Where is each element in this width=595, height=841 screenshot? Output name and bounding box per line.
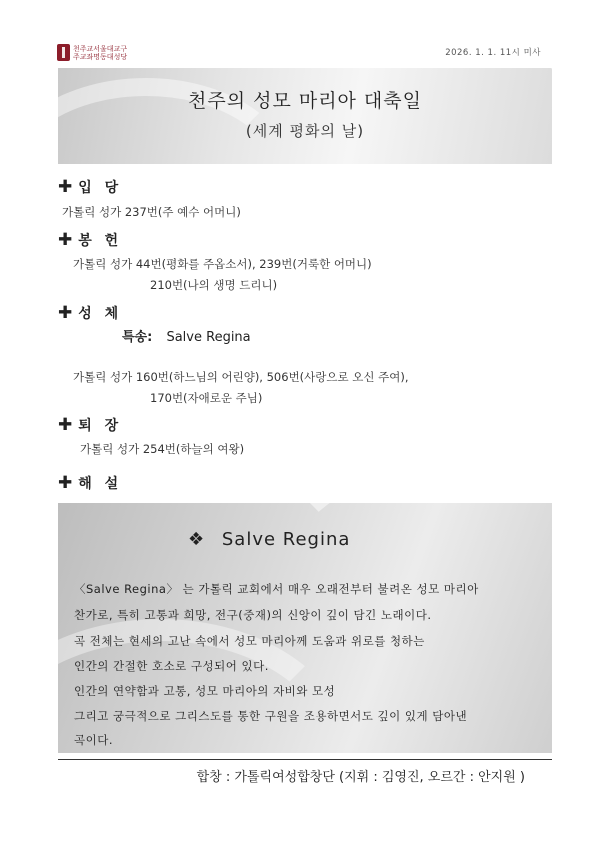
commentary-box	[58, 503, 552, 753]
section-communion-heading	[58, 303, 122, 323]
parish-logo	[57, 43, 137, 62]
cathedral-logo-icon	[57, 44, 70, 61]
diamond-icon: ❖	[188, 529, 206, 550]
plus-icon: ✚	[58, 230, 73, 250]
section-heading-label: 입 당	[78, 180, 123, 196]
entrance-hymn: 가톨릭 성가 237번(주 예수 어머니)	[62, 205, 241, 219]
plus-icon: ✚	[58, 473, 73, 493]
offertory-hymn-line2: 210번(나의 생명 드리니)	[150, 278, 278, 292]
commentary-line: 〈Salve Regina〉 는 가톨릭 교회에서 매우 오래전부터 불려온 성모 마리아	[74, 582, 479, 596]
plus-icon: ✚	[58, 177, 73, 197]
special-song	[122, 326, 251, 345]
section-heading-label: 퇴 장	[78, 418, 123, 434]
commentary-line: 그리고 궁극적으로 그리스도를 통한 구원을 조용하면서도 깊이 있게 담아낸	[74, 709, 468, 723]
communion-hymn-line1: 가톨릭 성가 160번(하느님의 어린양), 506번(사랑으로 오신 주여),	[73, 370, 409, 384]
choir-credit: 합창 : 가톨릭여성합창단 (지휘 : 김영진, 오르간 : 안지원 )	[196, 770, 525, 785]
commentary-line: 인간의 연약함과 고통, 성모 마리아의 자비와 모성	[74, 684, 336, 698]
section-heading-label: 해 설	[78, 476, 123, 492]
org-line1: 천주교서울대교구	[73, 44, 128, 53]
commentary-line: 곡이다.	[74, 733, 113, 747]
section-commentary-heading	[58, 473, 122, 493]
page-subtitle: (세계 평화의 날)	[245, 122, 365, 140]
parish-name	[73, 45, 127, 61]
plus-icon: ✚	[58, 415, 73, 435]
special-song-title: Salve Regina	[166, 330, 251, 345]
section-offertory-heading	[58, 230, 122, 250]
title-banner	[58, 68, 552, 164]
commentary-line: 찬가로, 특히 고통과 희망, 전구(중재)의 신앙이 깊이 담긴 노래이다.	[74, 608, 432, 622]
section-heading-label: 성 체	[78, 306, 123, 322]
page-title: 천주의 성모 마리아 대축일	[187, 90, 422, 112]
org-line2: 주교좌명동대성당	[73, 52, 128, 61]
plus-icon: ✚	[58, 303, 73, 323]
commentary-title	[188, 529, 350, 550]
offertory-hymn-line1: 가톨릭 성가 44번(평화를 주옵소서), 239번(거룩한 어머니)	[73, 257, 372, 271]
mass-datetime: 2026. 1. 1. 11시 미사	[445, 48, 541, 58]
commentary-title-text: Salve Regina	[221, 529, 351, 550]
commentary-line: 인간의 간절한 호소로 구성되어 있다.	[74, 659, 269, 673]
section-heading-label: 봉 헌	[78, 233, 123, 249]
section-recessional-heading	[58, 415, 122, 435]
section-entrance-heading	[58, 177, 122, 197]
communion-hymn-line2: 170번(자애로운 주님)	[150, 391, 263, 405]
special-song-label: 특송:	[122, 330, 153, 345]
banner-decoration	[288, 68, 552, 164]
recessional-hymn: 가톨릭 성가 254번(하늘의 여왕)	[80, 442, 245, 456]
commentary-line: 곡 전체는 현세의 고난 속에서 성모 마리아께 도움과 위로를 청하는	[74, 634, 425, 648]
footer-divider	[58, 759, 552, 760]
